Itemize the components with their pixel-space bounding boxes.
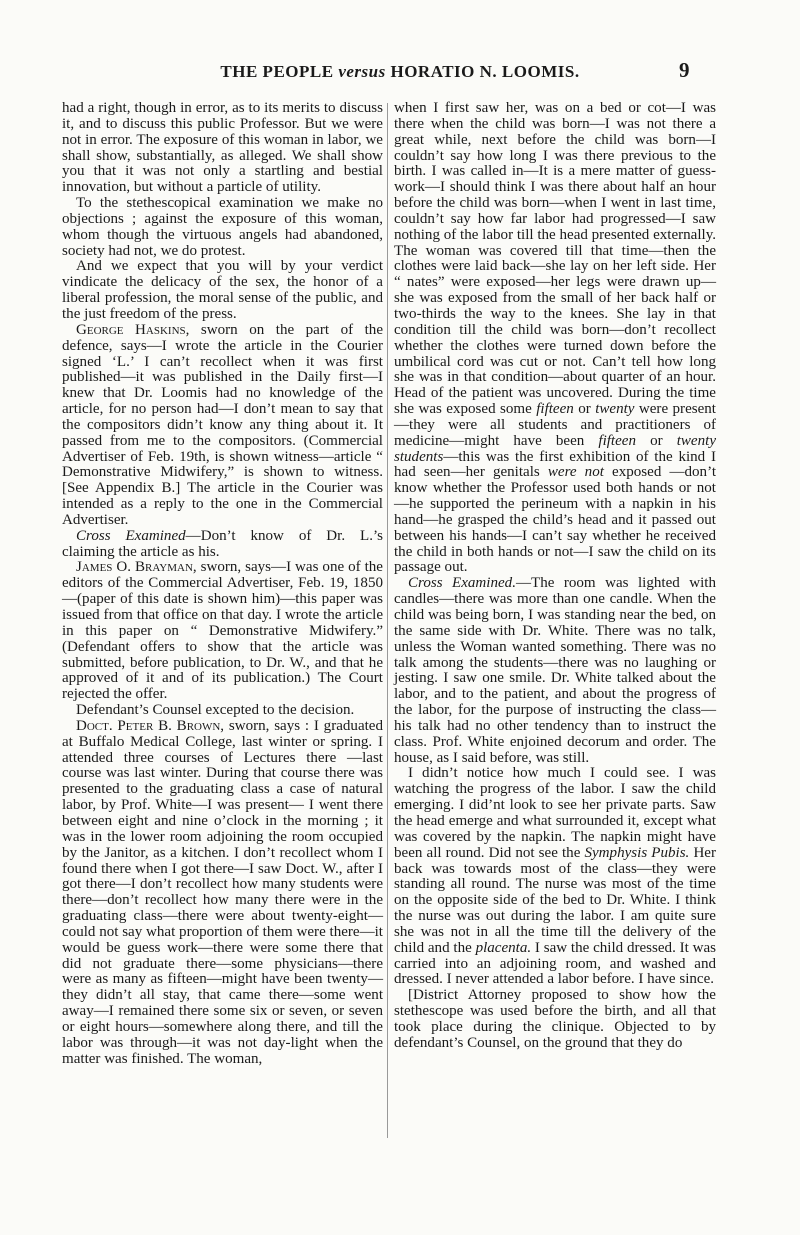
paragraph: Defendant’s Counsel excepted to the decision. — [76, 702, 355, 719]
paragraph: when I first saw her, was on a bed or cot—I was there when the child was born—I was not there a great while, next before the child was born—I couldn’t say how long I was there previous to the birth. I was called in—It is a mere matter of guess-work—I should think I was there about half an hour before the child was born—when I went in last time, couldn’t say how far labor had progressed—I saw nothing of the labor till the head presented externally. The woman was covered till that time—then the clothes were laid back—she lay on her left side. Her “ nates” were exposed—her legs were drawn up—she was exposed from the small of her back half or two-thirds the way to the knees. She lay in that condition till the child was born—don’t recollect whether the clothes were turned down before the umbilical cord was cut or not. Can’t tell how long she was in that condition—about quarter of an hour. Head of the patient was uncovered. During the time she was exposed some fifteen or twenty were present—they were all students and practitioners of medicine—might have been fifteen or twenty students—this was the first exhibition of the kind I had seen—her genitals were not exposed —don’t know whether the Professor used both hands or not—he supported the perineum with a napkin in his hand—he grasped the child’s head and it passed out between his hands—I can’t say whether he received the child in both hands or not—I saw the child on its passage out. — [394, 100, 717, 576]
column-divider — [387, 103, 388, 1138]
paragraph: [District Attorney proposed to show how the stethescope was used before the birth, and all that took place during the clinique. Objected to by defendant’s Counsel, on the ground that they do — [394, 987, 716, 1051]
section-label: Cross Examined. — [408, 575, 516, 592]
paragraph: Doct. Peter B. Brown, sworn, says : I graduated at Buffalo Medical College, last winter or spring. I attended three courses of Lectures there —last course was last winter. During that course there was presented to the graduating class a case of natural labor, by Prof. White—I was present— I went there between eight and nine o’clock in the morning ; it was in the lower room adjoining the room occupied by the Janitor, as a kitchen. I don’t recollect whom I found there when I got there—I saw Doct. W., after I got there—I don’t recollect how many students were there—don’t recollect how many there were in the graduating class—there were about twenty-eight—could not say what proportion of them were there—it would be guess work—there were some there that did not graduate there—some physicians—there were as many as fifteen—might have been twenty— they didn’t all stay, that came there—some went away—I remained there some six or seven, or seven or eight hours—somewhere along there, and till the labor was through—it was not day-light when the matter was finished. The woman, — [62, 717, 383, 1067]
paragraph: Cross Examined—Don’t know of Dr. L.’s claiming the article as his. — [62, 527, 383, 560]
left-column — [62, 101, 383, 1067]
paragraph: had a right, though in error, as to its merits to discuss it, and to discuss this public Professor. But we were not in error. The exposure of this woman in labor, we shall show, substantially, as alleged. We shall show you that it was not only a startling and bestial innovation, but without a particle of utility. — [62, 100, 383, 196]
paragraph: Cross Examined.—The room was lighted with candles—there was more than one candle. When the child was being born, I was standing near the bed, on the same side with Dr. White. There was no talk, unless the Woman wanted something. There was no talk among the students—there was no laughing or jesting. I saw one smile. Dr. White talked about the labor, and to the patient, and about the progress of the labor, for the purpose of instructing the class—his talk had no other tendency than to instruct the class. Prof. White enjoined decorum and order. The house, as I said before, was still. — [394, 575, 716, 766]
page-number: 9 — [679, 58, 690, 82]
paragraph: James O. Brayman, sworn, says—I was one of the editors of the Commercial Advertiser, Feb. 19, 1850—(paper of this date is shown him)—this paper was issued from that office on that day. I wrote the article in this paper on “ Demonstrative Midwifery.” (Defendant offers to show that the article was submitted, before publication, to Dr. W., and that he approved of it and of its publication.) The Court rejected the offer. — [62, 559, 383, 703]
paragraph: I didn’t notice how much I could see. I was watching the progress of the labor. I saw the child emerging. I did’nt look to see her private parts. Saw the head emerge and what surrounded it, except what was covered by the napkin. The napkin might have been all round. Did not see the Symphysis Pubis. Her back was towards most of the class—they were standing all round. The nurse was most of the time on the opposite side of the bed to Dr. White. I think the nurse was out during the labor. I am quite sure she was not in all the time till the delivery of the child and the placenta. I saw the child dressed. It was carried into an adjoining room, and washed and dressed. I never attended a labor before. I have since. — [394, 765, 716, 988]
running-title: THE PEOPLE versus HORATIO N. LOOMIS. — [220, 62, 580, 81]
witness-name: James O. Brayman, — [76, 559, 197, 576]
section-label: Cross Examined — [76, 527, 186, 544]
paragraph: And we expect that you will by your verdict vindicate the delicacy of the sex, the honor of a liberal profession, the moral sense of the public, and the just freedom of the press. — [62, 258, 383, 322]
page-header — [120, 58, 690, 90]
right-column — [394, 101, 716, 1052]
paragraph: To the stethescopical examination we make no objections ; against the exposure of this woman, whom though the virtuous angels had abandoned, society had not, we do protest. — [62, 195, 383, 259]
witness-name: Doct. Peter B. Brown, — [76, 717, 225, 734]
witness-name: George Haskins, — [76, 321, 190, 338]
paragraph: George Haskins, sworn on the part of the defence, says—I wrote the article in the Courier signed ‘L.’ I can’t recollect when it was first published—it was published in the Daily first—I knew that Dr. Loomis had no knowledge of the article, for no person had—I don’t mean to say that the compositors didn’t know any thing about it. It passed from me to the compositors. (Commercial Advertiser of Feb. 19th, is shown witness—article “ Demonstrative Midwifery,” is shown to witness. [See Appendix B.] The article in the Courier was intended as a reply to the one in the Commercial Advertiser. — [62, 321, 383, 528]
